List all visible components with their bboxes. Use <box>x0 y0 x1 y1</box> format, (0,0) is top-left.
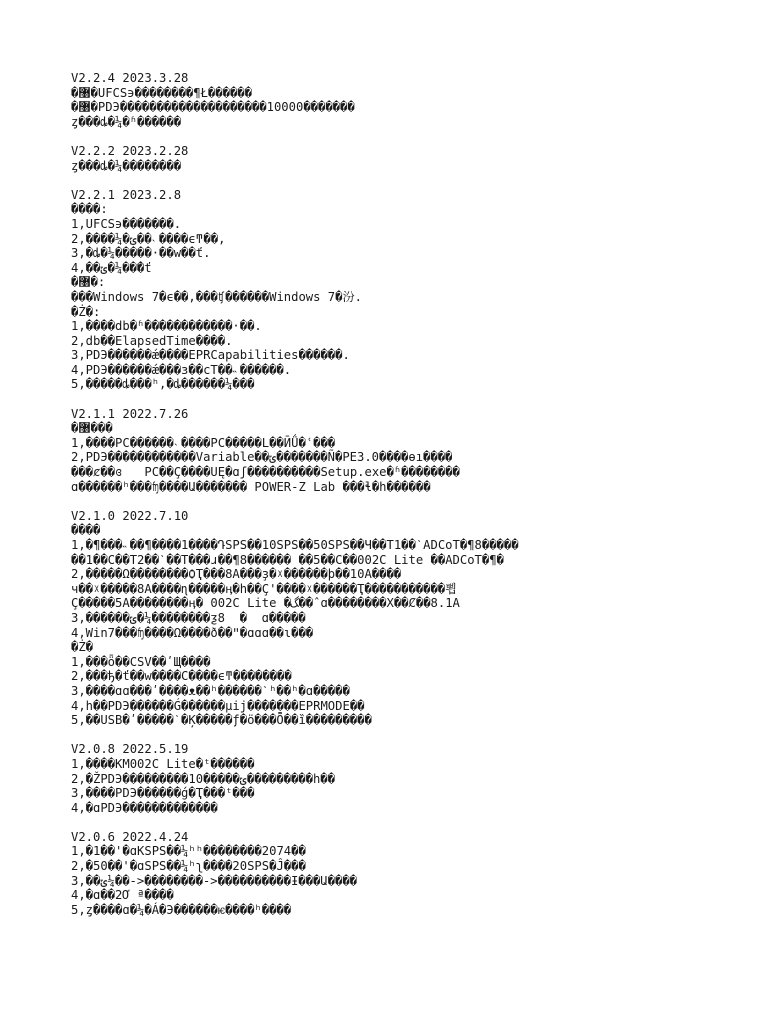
changelog-line: ȥ���ȡ�¼�ʱ������ <box>71 114 182 129</box>
changelog-line: ��1��C��T2��ˋ��T���ɹ��¶8������ ��5��C��002C Lite ��ADCoT�¶� <box>71 552 504 567</box>
changelog-line: 2,����¼�ݶ��˴����ϵͳ��, <box>71 231 226 246</box>
version-section <box>71 188 751 392</box>
changelog-line: �Ż�: <box>71 304 101 319</box>
changelog-line: 2,���ђ�ť��w����С����ϵͳ�������� <box>71 669 292 684</box>
changelog-line: 1,�¶���˵��¶����1����ԴSPS��10SPS��50SPS��Ч��T1��ˋADCoT�¶8����� <box>71 538 519 552</box>
changelog-line: 4,PDЭ������ǽ���з��cT��˵������. <box>71 362 292 377</box>
changelog-line: ����: <box>71 202 108 217</box>
changelog-line: 5,��USB�ʹ�����ˋ�Ķ�����ƒ�ö���Ȭ��ȉ��������� <box>71 713 372 728</box>
changelog-line: 3,��ݶ¼��->��������->����������Ɨ���Ա���� <box>71 873 357 888</box>
version-heading: V2.2.2 2023.2.28 <box>71 143 189 158</box>
changelog-line: ���ȼ��ɞ PC��Ç����UĘ�ɑʃ����������Setup.exe�ʱ�������� <box>71 465 460 480</box>
changelog-line: 1,����KM002C Lite�ᵗ������ <box>71 756 255 771</box>
version-section <box>71 509 751 728</box>
changelog-line: 4,�ɑPDЭ������������� <box>71 800 218 815</box>
version-heading: V2.1.1 2022.7.26 <box>71 406 189 421</box>
version-heading: V2.2.4 2023.3.28 <box>71 71 189 85</box>
changelog-line: 2,db��ElapsedTime����. <box>71 333 233 348</box>
changelog-line: �޸��� <box>71 421 113 436</box>
version-heading: V2.1.0 2022.7.10 <box>71 508 189 523</box>
changelog-line: 3,PDЭ������ǽ����EPRCapabilities������. <box>71 348 350 363</box>
version-heading: V2.2.1 2023.2.8 <box>71 187 182 202</box>
changelog-line: ч��ᵡ�����8A����ɳ�����ӊ�h��Ç'����ᵡ������Ҭ�����������뾥 <box>71 581 457 596</box>
changelog-line: 4,Win7���ʩ����Ω����ð��ʺ�ɑɑɑ��ɩ��� <box>71 625 314 640</box>
changelog-line: 4,�ɑ��2Ơ ª���� <box>71 888 174 903</box>
changelog-line: 4,h��PDЭ������Ǵ������µij�������EPRMODE�� <box>71 698 365 713</box>
version-section <box>71 407 751 495</box>
changelog-line: 5,ȥ����ɑ�¼�Á�Э������ѥ����ʰ���� <box>71 902 292 917</box>
changelog-line: 3,����PDЭ������ǵ�Ҭ���ᵗ��� <box>71 786 255 801</box>
changelog-line: 1,���ȫ��CSV��ʹЩ���� <box>71 654 211 669</box>
changelog-line: 3,�ȡ�¼�����·��w��ť. <box>71 246 211 261</box>
changelog-line: ���� <box>71 523 101 538</box>
version-section <box>71 144 751 173</box>
changelog-line: �޸�PDЭ��������������������10000������� <box>71 100 355 115</box>
changelog-line: 2,�ŽPDЭ���������10�����ݶ���������h�� <box>71 771 335 786</box>
changelog-line: 1,����db�ʱ������������·��. <box>71 319 262 334</box>
changelog-line: Ç�����5A��������ӊ� 002C Lite �ﮓ��ˆɑ��������X��Ȼ��8.1A <box>71 596 460 611</box>
changelog-line: ɑ������ʰ���ʩ����Ա������� POWER-Z Lab ���ɬ�h������ <box>71 479 431 494</box>
version-heading: V2.0.8 2022.5.19 <box>71 742 189 757</box>
changelog-line: 4,��ݶ�¼��ܶ�ť <box>71 260 152 275</box>
changelog-line: 2,PDЭ������������Variable��ݶ�������Ñ�PE3.0����ɵı���� <box>71 450 453 465</box>
changelog-line: 5,�����ȡ���ʰ,�ȡ������¼��� <box>71 377 255 392</box>
changelog-line: �Ż� <box>71 640 94 655</box>
version-section <box>71 71 751 129</box>
changelog-line: 3,������ݶ�¼��������ƺ8 � ɑ����� <box>71 610 306 625</box>
version-heading: V2.0.6 2022.4.24 <box>71 829 189 844</box>
changelog-line: �޸�: <box>71 275 106 290</box>
changelog-line: 1,UFCS϶�������. <box>71 216 182 231</box>
changelog-line: ȥ���ȡ�¼�������� <box>71 158 182 173</box>
changelog-line: 1,�1��'�ɑKSPS��¼ʰʰ��������2074�� <box>71 844 306 859</box>
changelog-line: 1,����PC������˴����PC�����L��ӢǗ�ʿ��� <box>71 435 336 450</box>
changelog-line: ���Windows 7�ϵ��,���ʧ������Windows 7�汾. <box>71 289 363 304</box>
version-section <box>71 830 751 918</box>
changelog-line: 2,�50��'�ɑSPS��¼ʰʅ����20SPS�Ĵ��� <box>71 859 306 874</box>
changelog-document <box>71 71 751 932</box>
changelog-line: 2,�����Ω��������ѺҬ���8A���ҙ�ᵡ������ϸ��10A���� <box>71 567 402 582</box>
changelog-line: 3,����ɑɑ���ʹ����ᴥ��ʰ������ˋʰ��ʰ�ɑ����� <box>71 683 350 698</box>
changelog-line: �޸�UFCS϶��������¶Ł������ <box>71 85 252 100</box>
version-section <box>71 742 751 815</box>
